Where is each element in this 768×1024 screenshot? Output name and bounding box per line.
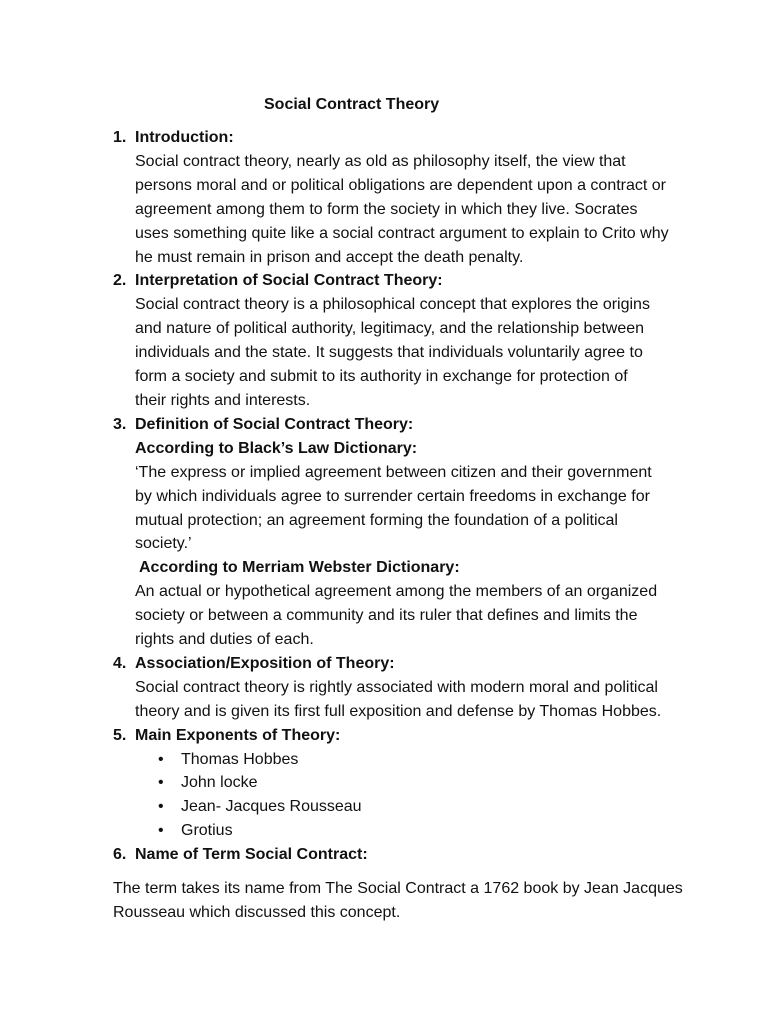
body-line: An actual or hypothetical agreement among the members of an organized (135, 583, 658, 601)
list-item-text: Jean- Jacques Rousseau (181, 798, 362, 816)
body-line: uses something quite like a social contract argument to explain to Crito why (135, 224, 669, 242)
body-line: agreement among them to form the society in which they live. Socrates (135, 200, 638, 218)
bullet-icon: • (158, 822, 164, 840)
list-item-text: John locke (181, 774, 258, 792)
section-definition (0, 413, 768, 652)
body-line: form a society and submit to its authority in exchange for protection of (135, 368, 628, 386)
list-item-text: Thomas Hobbes (181, 750, 299, 768)
numbered-sections (0, 126, 768, 867)
quote-line: by which individuals agree to surrender certain freedoms in exchange for (135, 487, 650, 505)
body-line: Social contract theory, nearly as old as philosophy itself, the view that (135, 152, 626, 170)
section-interpretation (0, 269, 768, 412)
subheading-blacks-law: According to Black’s Law Dictionary: (135, 439, 418, 457)
list-item (0, 748, 768, 772)
body-line: Social contract theory is rightly associated with modern moral and political (135, 678, 658, 696)
section-heading: Interpretation of Social Contract Theory: (135, 272, 443, 290)
bullet-icon: • (158, 798, 164, 816)
section-number: 4. (113, 654, 127, 672)
section-introduction (0, 126, 768, 269)
body-line: society or between a community and its ruler that defines and limits the (135, 607, 638, 625)
body-line: theory and is given its first full exposition and defense by Thomas Hobbes. (135, 702, 662, 720)
body-line: rights and duties of each. (135, 631, 314, 649)
section-number: 2. (113, 272, 127, 290)
section-main-exponents (0, 724, 768, 844)
document-title: Social Contract Theory (264, 96, 440, 113)
list-item-text: Grotius (181, 822, 233, 840)
section-heading: Name of Term Social Contract: (135, 846, 368, 864)
body-line: Social contract theory is a philosophical concept that explores the origins (135, 296, 650, 314)
section-number: 1. (113, 129, 127, 146)
body-line: The term takes its name from The Social Contract a 1762 book by Jean Jacques (113, 880, 683, 897)
quote-line: mutual protection; an agreement forming the foundation of a political (135, 511, 618, 529)
body-line: and nature of political authority, legitimacy, and the relationship between (135, 320, 645, 338)
bullet-icon: • (158, 750, 164, 768)
section-heading: Definition of Social Contract Theory: (135, 415, 414, 433)
section-name-of-term (0, 843, 768, 867)
list-item (0, 771, 768, 795)
section-number: 5. (113, 726, 127, 744)
body-line: he must remain in prison and accept the death penalty. (135, 248, 524, 266)
section-number: 3. (113, 415, 127, 433)
body-line: persons moral and or political obligations are dependent upon a contract or (135, 176, 666, 194)
section-heading: Introduction: (135, 129, 234, 146)
section-heading: Main Exponents of Theory: (135, 726, 341, 744)
section-heading: Association/Exposition of Theory: (135, 654, 395, 672)
closing-paragraph (113, 877, 713, 925)
section-association (0, 652, 768, 724)
exponents-list (0, 748, 768, 844)
list-item (0, 819, 768, 843)
list-item (0, 795, 768, 819)
bullet-icon: • (158, 774, 164, 792)
section-number: 6. (113, 846, 127, 864)
body-line: individuals and the state. It suggests that individuals voluntarily agree to (135, 344, 643, 362)
subheading-merriam-webster: According to Merriam Webster Dictionary: (139, 559, 460, 577)
quote-line: society.’ (135, 535, 192, 553)
quote-line: ‘The express or implied agreement between citizen and their government (135, 463, 652, 481)
body-line: their rights and interests. (135, 391, 311, 409)
body-line: Rousseau which discussed this concept. (113, 903, 401, 921)
